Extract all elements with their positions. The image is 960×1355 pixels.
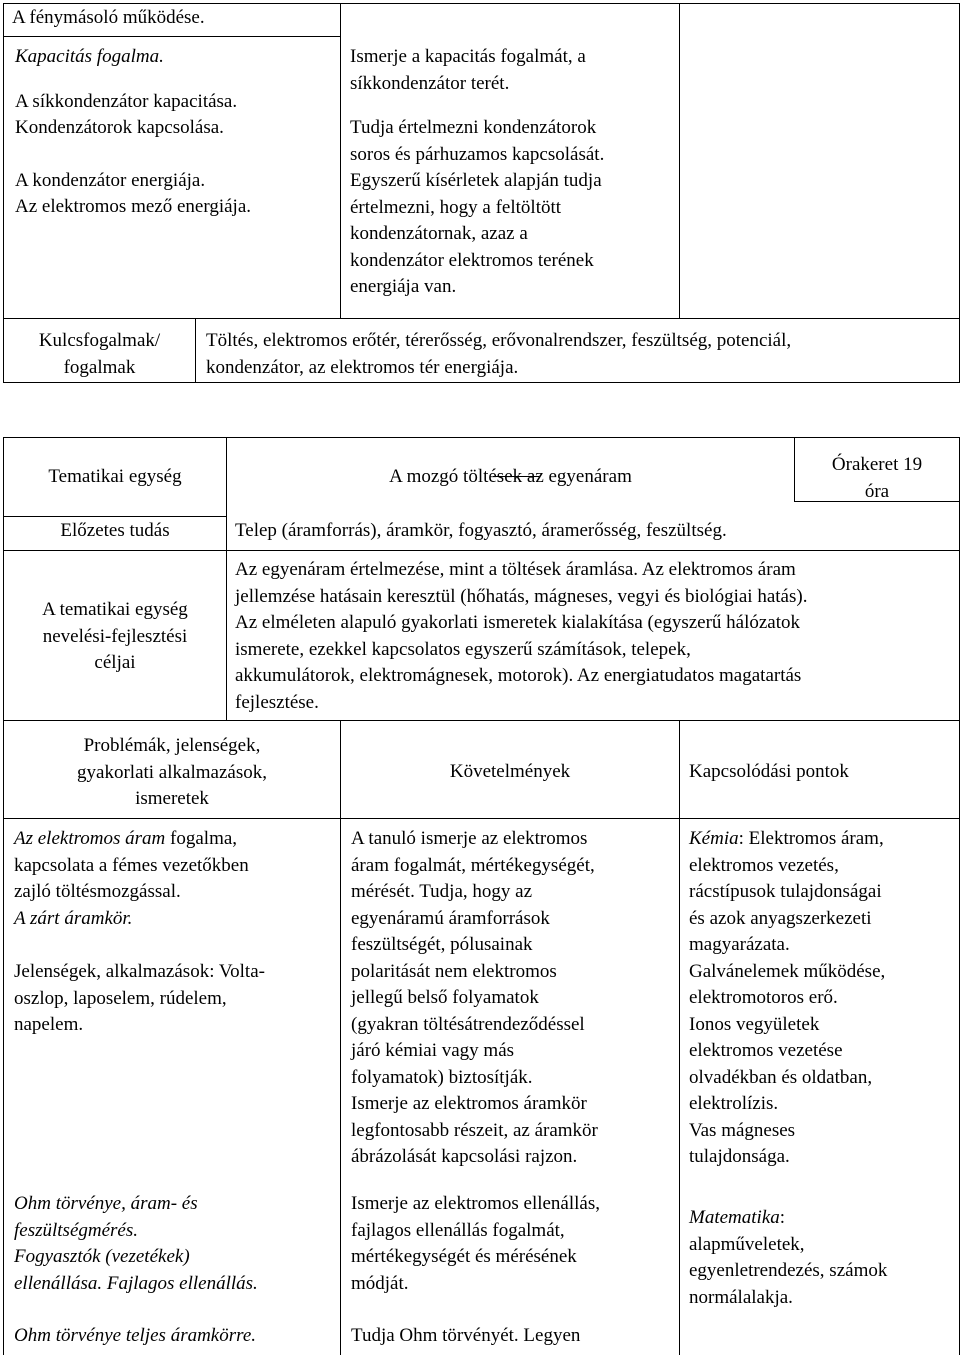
label-line: fogalmak <box>63 356 136 378</box>
goals-label-line: nevelési-fejlesztési <box>42 625 188 647</box>
problem-line: Jelenségek, alkalmazások: Volta- <box>14 961 265 982</box>
topic-field-energy: Az elektromos mező energiája. <box>15 196 251 217</box>
key-concepts-label <box>4 328 195 381</box>
topics-cell <box>15 44 251 221</box>
connection-line: és azok anyagszerkezeti <box>689 907 872 929</box>
problem-closed-circuit: A zárt áramkör. <box>14 907 133 929</box>
prior-knowledge-text: Telep (áramforrás), áramkör, fogyasztó, áramerősség, feszültség. <box>235 520 727 541</box>
connection-line: Ionos vegyületek <box>689 1013 820 1035</box>
goals-line: jellemzése hatásain keresztül (hőhatás, mágneses, vegyi és biológiai hatás). <box>235 585 808 607</box>
req-line: polaritását nem elektromos <box>351 960 557 982</box>
goals-line: Az elméleten alapuló gyakorlati ismeretek kialakítása (egyszerű hálózatok <box>235 612 801 633</box>
problem-current: Az elektromos áram fogalma, <box>14 828 238 849</box>
problems-cell <box>14 826 265 1039</box>
connection-line: egyenletrendezés, számok <box>689 1260 888 1281</box>
goals-line: Az egyenáram értelmezése, mint a töltések áramlása. Az elektromos áram <box>235 559 796 580</box>
goals-label <box>4 597 226 677</box>
concept-line: kondenzátor, az elektromos tér energiája. <box>206 356 519 378</box>
requirements-col <box>351 826 598 1171</box>
row-text: A fénymásoló működése. <box>12 7 205 28</box>
req-line: fajlagos ellenállás fogalmát, <box>351 1219 565 1241</box>
unit-title-text: A mozgó töltések az egyenáram <box>389 466 632 487</box>
header-line: gyakorlati alkalmazások, <box>77 761 267 783</box>
connection-line: elektromos vezetés, <box>689 854 839 876</box>
header-line: ismeretek <box>135 788 209 809</box>
connection-line: Galvánelemek működése, <box>689 960 886 982</box>
hours-line: Órakeret 19 <box>831 454 923 475</box>
unit-label: Tematikai egység <box>48 466 182 487</box>
connection-line: normálalakja. <box>689 1286 793 1308</box>
req-line: áram fogalmát, mértékegységét, <box>351 854 595 876</box>
req-line: egyenáramú áramforrások <box>351 907 550 929</box>
req-line: legfontosabb részeit, az áramkör <box>351 1119 598 1141</box>
problem-line: kapcsolata a fémes vezetőkben <box>14 854 249 876</box>
req-line: Egyszerű kísérletek alapján tudja <box>350 170 602 191</box>
req-line: síkkondenzátor terét. <box>350 72 510 94</box>
goals-label-line: A tematikai egység <box>42 599 188 620</box>
problem-line: zajló töltésmozgással. <box>14 881 181 902</box>
hours-label <box>795 452 959 505</box>
hours-line: óra <box>864 480 890 502</box>
unit-title <box>227 464 794 491</box>
goals-label-line: céljai <box>94 652 136 673</box>
connections-col-2 <box>689 1205 887 1311</box>
req-line: Ismerje a kapacitás fogalmát, a <box>350 46 586 67</box>
header-problems <box>4 733 340 813</box>
connection-line: alapműveletek, <box>689 1233 805 1255</box>
req-line: ábrázolását kapcsolási rajzon. <box>351 1146 578 1167</box>
connection-line: Vas mágneses <box>689 1119 796 1141</box>
goals-line: fejlesztése. <box>235 691 319 713</box>
req-line: jellegű belső folyamatok <box>351 987 539 1008</box>
req-line: mértékegységét és mérésének <box>351 1246 577 1267</box>
req-line: módját. <box>351 1272 409 1294</box>
connection-line: elektrolízis. <box>689 1093 779 1114</box>
problem-line: Ohm törvénye teljes áramkörre. <box>14 1325 257 1346</box>
requirements-cell <box>350 44 604 301</box>
problem-line: Fogyasztók (vezetékek) <box>14 1246 190 1267</box>
label-line: Kulcsfogalmak/ <box>38 330 161 351</box>
connection-line: elektromos vezetése <box>689 1040 843 1061</box>
problem-line: Ohm törvénye, áram- és <box>14 1193 198 1214</box>
topic-capacitor-energy: A kondenzátor energiája. <box>15 169 206 191</box>
connection-line: olvadékban és oldatban, <box>689 1066 873 1088</box>
connection-line: rácstípusok tulajdonságai <box>689 881 882 902</box>
problem-line: napelem. <box>14 1014 84 1035</box>
goals-line: ismerete, ezekkel kapcsolatos egyszerű számítások, telepek, <box>235 638 691 660</box>
connections-col <box>689 826 885 1171</box>
topic-connection: Kondenzátorok kapcsolása. <box>15 117 224 138</box>
key-concepts-text <box>206 328 791 381</box>
connection-line: tulajdonsága. <box>689 1146 790 1167</box>
req-line: folyamatok) biztosítják. <box>351 1066 533 1088</box>
req-line: energiája van. <box>350 276 457 297</box>
req-line: kondenzátornak, azaz a <box>350 223 528 244</box>
req-line: (gyakran töltésátrendeződéssel <box>351 1013 585 1035</box>
problem-line: feszültségmérés. <box>14 1219 139 1241</box>
req-line: Ismerje az elektromos áramkör <box>351 1093 587 1114</box>
req-line: soros és párhuzamos kapcsolását. <box>350 143 605 165</box>
connection-line: magyarázata. <box>689 934 790 955</box>
req-line: Tudja értelmezni kondenzátorok <box>350 117 597 138</box>
req-line: A tanuló ismerje az elektromos <box>351 828 588 849</box>
req-line: járó kémiai vagy más <box>351 1040 515 1061</box>
req-line: Ismerje az elektromos ellenállás, <box>351 1193 601 1214</box>
requirements-col-2 <box>351 1191 600 1350</box>
header-line: Problémák, jelenségek, <box>83 735 261 756</box>
req-line: kondenzátor elektromos terének <box>350 249 594 271</box>
connection-chemistry: Kémia: Elektromos áram, <box>689 828 884 849</box>
req-line: feszültségét, pólusainak <box>351 934 533 955</box>
req-line: Tudja Ohm törvényét. Legyen <box>351 1325 581 1346</box>
topic-plate-capacity: A síkkondenzátor kapacitása. <box>15 90 238 112</box>
prior-knowledge-label: Előzetes tudás <box>60 520 170 541</box>
problems-ohm <box>14 1191 258 1350</box>
req-line: értelmezni, hogy a feltöltött <box>350 196 562 218</box>
connection-line: elektromotoros erő. <box>689 987 838 1008</box>
concept-line: Töltés, elektromos erőtér, térerősség, erővonalrendszer, feszültség, potenciál, <box>206 330 792 351</box>
problem-line: oszlop, laposelem, rúdelem, <box>14 987 227 1009</box>
header-connections: Kapcsolódási pontok <box>689 761 849 782</box>
connection-math: Matematika: <box>689 1207 786 1228</box>
goals-text <box>235 557 807 716</box>
header-requirements: Követelmények <box>449 761 571 782</box>
topic-capacity: Kapacitás fogalma. <box>15 46 164 67</box>
problem-line: ellenállása. Fajlagos ellenállás. <box>14 1272 258 1294</box>
req-line: mérését. Tudja, hogy az <box>351 881 533 902</box>
goals-line: akkumulátorok, elektromágnesek, motorok). Az energiatudatos magatartás <box>235 665 802 686</box>
